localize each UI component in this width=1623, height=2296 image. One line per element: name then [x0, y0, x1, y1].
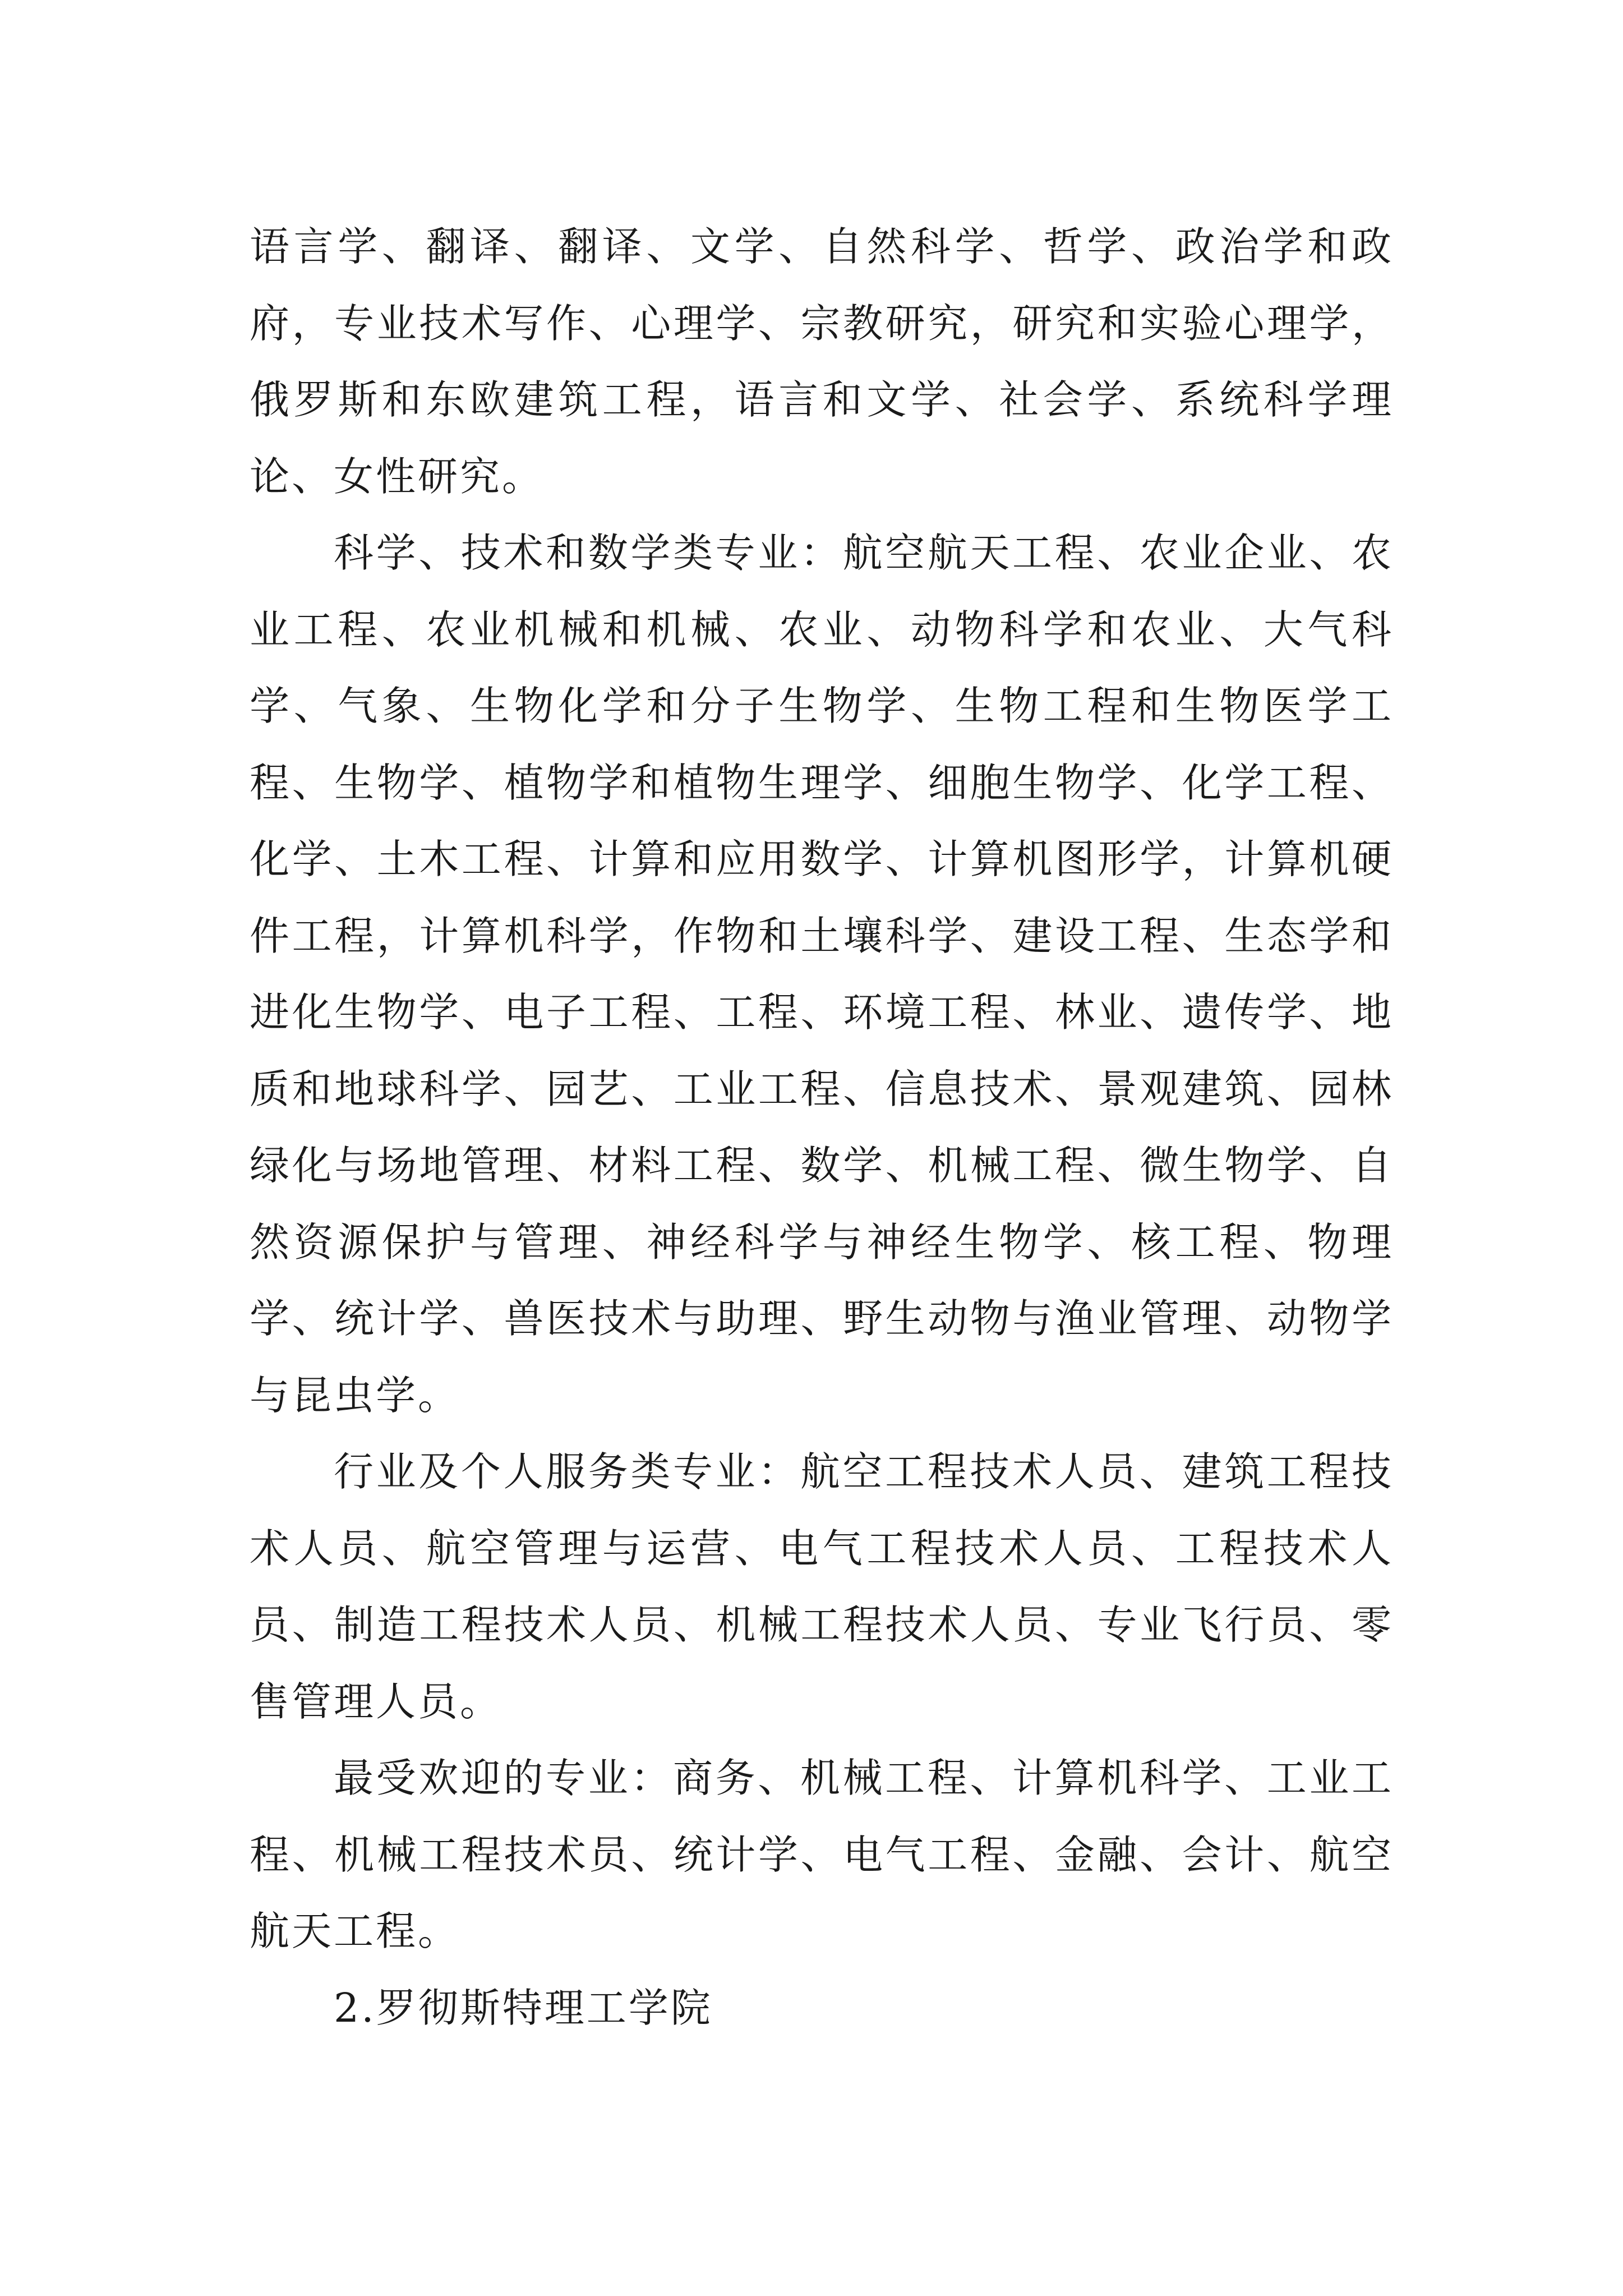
- section-heading-rit: 2.罗彻斯特理工学院: [334, 1984, 713, 2031]
- paragraph-stem-majors: 科学、技术和数学类专业：航空航天工程、农业企业、农业工程、农业机械和机械、农业、动物科学和农业、大气科学、气象、生物化学和分子生物学、生物工程和生物医学工程、生物学、植物学和植物生理学、细胞生物学、化学工程、化学、土木工程、计算和应用数学、计算机图形学，计算机硬件工程，计算机科学，作物和土壤科学、建设工程、生态学和进化生物学、电子工程、工程、环境工程、林业、遗传学、地质和地球科学、园艺、工业工程、信息技术、景观建筑、园林绿化与场地管理、材料工程、数学、机械工程、微生物学、自然资源保护与管理、神经科学与神经生物学、核工程、物理学、统计学、兽医技术与助理、野生动物与渔业管理、动物学与昆虫学。: [250, 530, 1394, 1419]
- paragraph-popular-majors: 最受欢迎的专业：商务、机械工程、计算机科学、工业工程、机械工程技术员、统计学、电气工程、金融、会计、航空航天工程。: [250, 1755, 1394, 1954]
- paragraph-continued-majors: 语言学、翻译、翻译、文学、自然科学、哲学、政治学和政府，专业技术写作、心理学、宗教研究，研究和实验心理学，俄罗斯和东欧建筑工程，语言和文学、社会学、系统科学理论、女性研究。: [250, 223, 1394, 500]
- paragraph-industry-service-majors: 行业及个人服务类专业：航空工程技术人员、建筑工程技术人员、航空管理与运营、电气工程技术人员、工程技术人员、制造工程技术人员、机械工程技术人员、专业飞行员、零售管理人员。: [250, 1448, 1394, 1725]
- body-text: [250, 209, 1394, 2046]
